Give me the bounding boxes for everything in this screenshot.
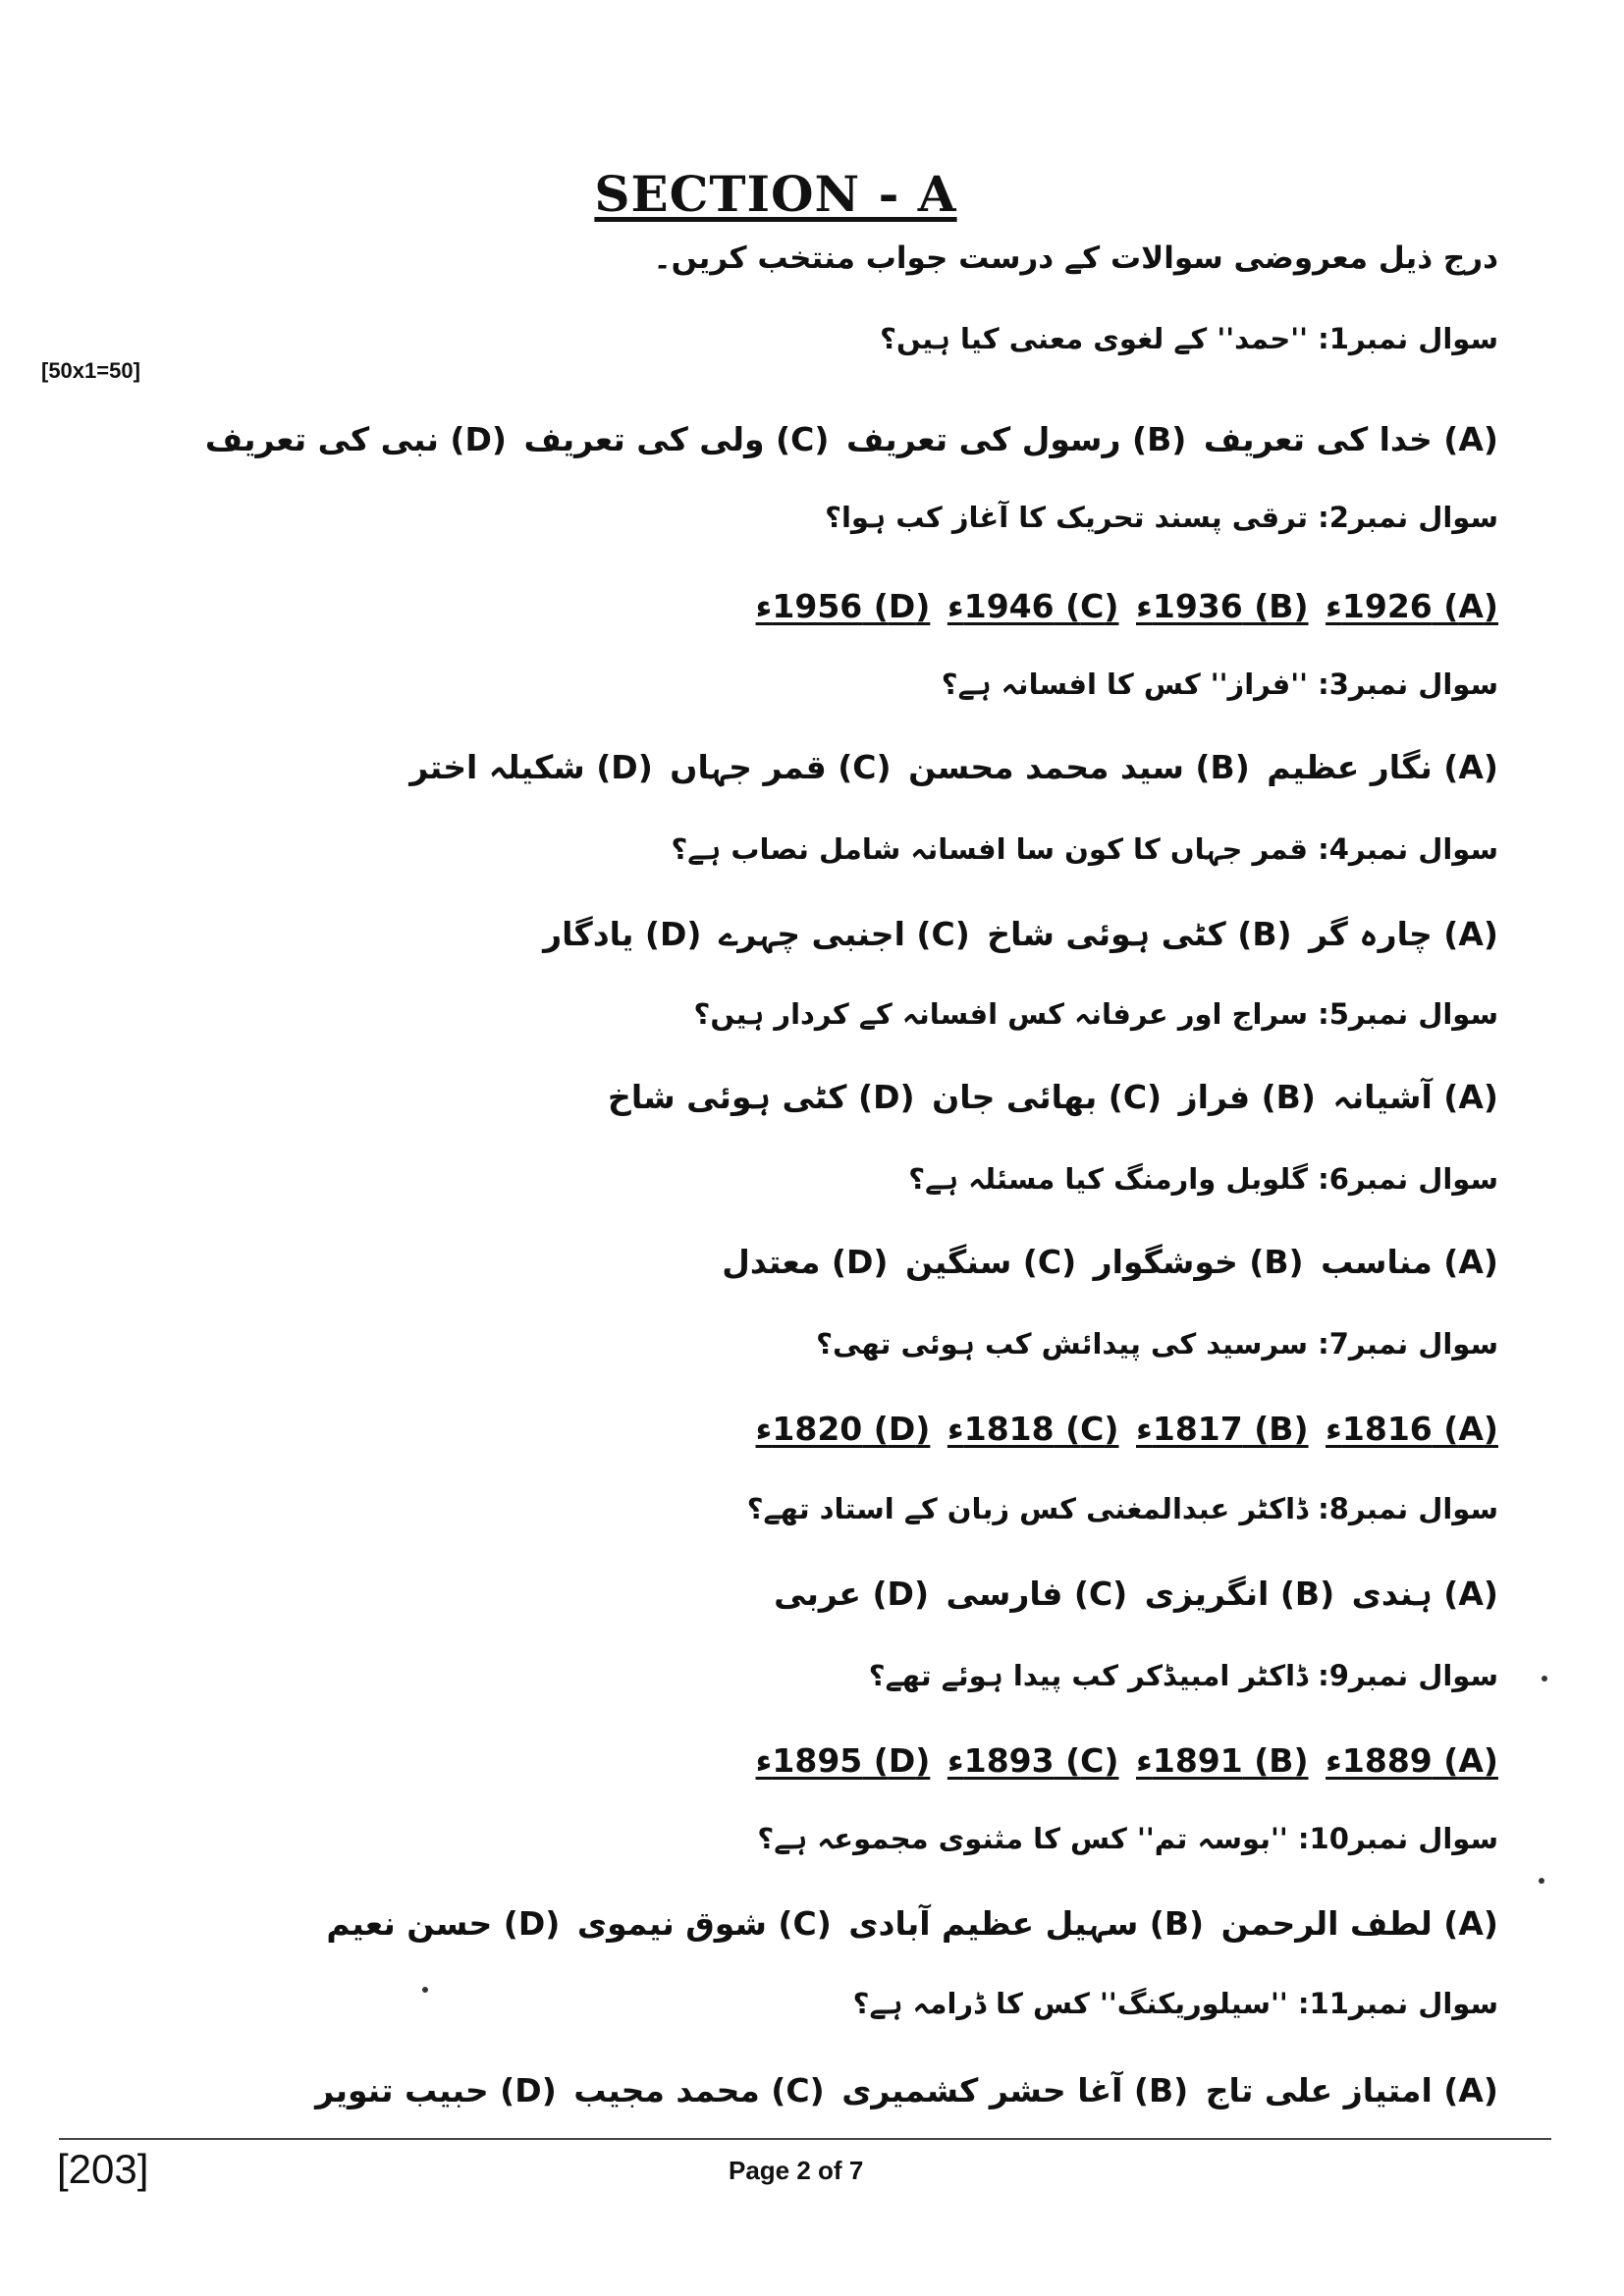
option-c: (C) 1818ء — [947, 1410, 1119, 1448]
scan-speck — [422, 1987, 428, 1993]
options-9 — [750, 1741, 1498, 1781]
option-c: (C) 1893ء — [947, 1741, 1119, 1780]
options-6 — [716, 1243, 1498, 1282]
option-d: (D) 1956ء — [755, 587, 931, 625]
question-6 — [908, 1162, 1498, 1197]
question-label: سوال نمبر11: — [1297, 1987, 1498, 2020]
option-d: (D) شکیلہ اختر — [409, 748, 653, 786]
question-label: سوال نمبر10: — [1297, 1822, 1498, 1855]
section-title: SECTION - A — [594, 165, 957, 223]
question-label: سوال نمبر5: — [1318, 997, 1498, 1031]
option-b: (B) انگریزی — [1144, 1575, 1335, 1613]
option-b: (B) فراز — [1178, 1078, 1316, 1116]
question-text: ترقی پسند تحریک کا آغاز کب ہوا؟ — [825, 501, 1308, 534]
question-5 — [694, 997, 1498, 1032]
options-10 — [320, 1904, 1498, 1944]
marks-allocation: [50x1=50] — [41, 358, 140, 383]
option-c: (C) شوق نیموی — [576, 1904, 832, 1943]
question-label: سوال نمبر9: — [1318, 1659, 1498, 1692]
question-label: سوال نمبر1: — [1318, 322, 1498, 355]
option-a: (A) چارہ گر — [1309, 915, 1498, 953]
question-10 — [757, 1822, 1498, 1856]
option-d: (D) یادگار — [543, 915, 702, 953]
question-text: ڈاکٹر امبیڈکر کب پیدا ہوئے تھے؟ — [868, 1659, 1308, 1692]
option-c: (C) قمر جہاں — [670, 748, 892, 786]
option-b: (B) سید محمد محسن — [908, 748, 1250, 786]
question-text: گلوبل وارمنگ کیا مسئلہ ہے؟ — [908, 1162, 1308, 1196]
question-text: ''حمد'' کے لغوی معنی کیا ہیں؟ — [880, 322, 1308, 355]
option-c: (C) محمد مجیب — [573, 2071, 825, 2109]
option-d: (D) 1895ء — [755, 1741, 931, 1780]
option-d: (D) حسن نعیم — [326, 1904, 561, 1943]
option-a: (A) امتیاز علی تاج — [1205, 2071, 1498, 2109]
question-text: سرسید کی پیدائش کب ہوئی تھی؟ — [816, 1327, 1308, 1361]
option-a: (A) نگار عظیم — [1267, 748, 1498, 786]
option-c: (C) ولی کی تعریف — [523, 420, 830, 458]
option-b: (B) سہیل عظیم آبادی — [848, 1904, 1205, 1943]
option-c: (C) 1946ء — [947, 587, 1119, 625]
question-11 — [853, 1987, 1498, 2021]
question-text: ''بوسہ تم'' کس کا مثنوی مجموعہ ہے؟ — [757, 1822, 1288, 1855]
options-8 — [768, 1575, 1498, 1614]
question-text: قمر جہاں کا کون سا افسانہ شامل نصاب ہے؟ — [671, 832, 1308, 866]
option-d: (D) حبیب تنویر — [315, 2071, 557, 2109]
footer-divider — [59, 2138, 1551, 2140]
options-3 — [404, 748, 1498, 787]
question-4 — [671, 832, 1498, 867]
options-11 — [309, 2071, 1498, 2110]
option-d: (D) عربی — [774, 1575, 930, 1613]
question-label: سوال نمبر8: — [1318, 1492, 1498, 1525]
options-7 — [750, 1410, 1498, 1449]
question-label: سوال نمبر2: — [1318, 501, 1498, 534]
option-d: (D) کٹی ہوئی شاخ — [608, 1078, 915, 1116]
option-a: (A) 1926ء — [1326, 587, 1498, 625]
option-b: (B) 1817ء — [1135, 1410, 1309, 1448]
option-a: (A) لطف الرحمن — [1220, 1904, 1498, 1943]
option-b: (B) 1891ء — [1135, 1741, 1309, 1780]
option-a: (A) 1816ء — [1326, 1410, 1498, 1448]
question-text: ڈاکٹر عبدالمغنی کس زبان کے استاد تھے؟ — [746, 1492, 1308, 1525]
question-text: ''سیلوریکنگ'' کس کا ڈرامہ ہے؟ — [852, 1987, 1288, 2020]
option-a: (A) آشیانہ — [1332, 1078, 1498, 1116]
option-a: (A) مناسب — [1321, 1243, 1498, 1281]
option-c: (C) بھائی جان — [932, 1078, 1163, 1116]
option-b: (B) خوشگوار — [1093, 1243, 1304, 1281]
question-3 — [942, 667, 1498, 702]
question-7 — [816, 1327, 1498, 1362]
scan-speck — [1539, 1878, 1544, 1884]
option-b: (B) آغا حشر کشمیری — [841, 2071, 1189, 2109]
option-b: (B) کٹی ہوئی شاخ — [987, 915, 1292, 953]
question-label: سوال نمبر3: — [1318, 667, 1498, 701]
option-d: (D) 1820ء — [755, 1410, 931, 1448]
scan-speck — [1542, 1676, 1547, 1682]
options-5 — [602, 1078, 1498, 1117]
instruction-text: درج ذیل معروضی سوالات کے درست جواب منتخب کریں۔ — [653, 240, 1498, 276]
question-text: سراج اور عرفانہ کس افسانہ کے کردار ہیں؟ — [693, 997, 1308, 1031]
option-b: (B) 1936ء — [1135, 587, 1309, 625]
option-a: (A) ہندی — [1351, 1575, 1498, 1613]
option-c: (C) سنگین — [905, 1243, 1077, 1281]
page-number: Page 2 of 7 — [729, 2156, 864, 2185]
option-d: (D) نبی کی تعریف — [204, 420, 507, 458]
option-c: (C) فارسی — [946, 1575, 1128, 1613]
paper-code: [203] — [57, 2146, 149, 2192]
option-b: (B) رسول کی تعریف — [845, 420, 1187, 458]
question-8 — [747, 1492, 1498, 1526]
question-label: سوال نمبر4: — [1318, 832, 1498, 866]
question-9 — [869, 1659, 1498, 1693]
question-2 — [825, 501, 1498, 535]
options-4 — [537, 915, 1498, 954]
question-label: سوال نمبر6: — [1318, 1162, 1498, 1196]
options-2 — [750, 587, 1498, 626]
option-d: (D) معتدل — [722, 1243, 889, 1281]
question-label: سوال نمبر7: — [1318, 1327, 1498, 1361]
option-c: (C) اجنبی چہرے — [719, 915, 970, 953]
option-a: (A) خدا کی تعریف — [1203, 420, 1498, 458]
question-text: ''فراز'' کس کا افسانہ ہے؟ — [941, 667, 1308, 701]
question-1 — [880, 322, 1498, 356]
option-a: (A) 1889ء — [1326, 1741, 1498, 1780]
options-1 — [199, 420, 1498, 459]
